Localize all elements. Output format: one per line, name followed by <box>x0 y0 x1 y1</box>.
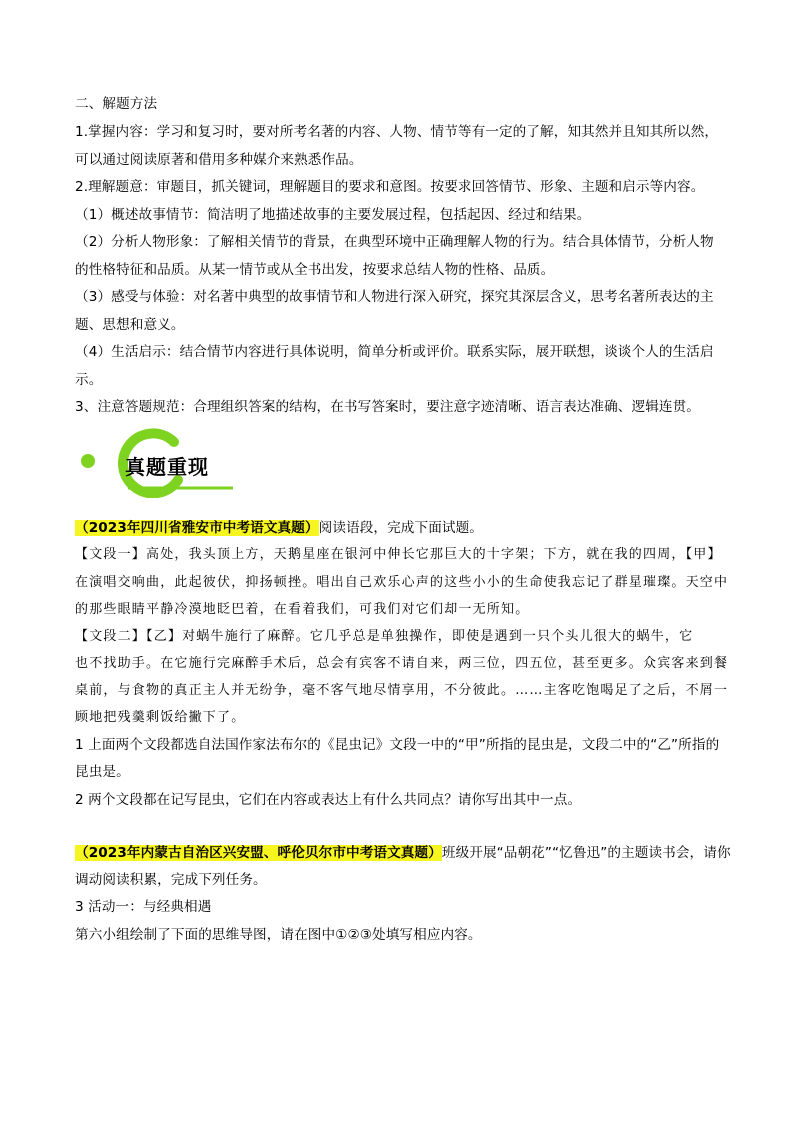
method-point-3: 3、注意答题规范：合理组织答案的结构，在书写答案时，要注意字迹清晰、语言表达准确、逻辑连贯。 <box>75 399 700 415</box>
method-sub-3-line-2: 题、思想和意义。 <box>75 317 185 333</box>
method-sub-1: （1）概述故事情节：简洁明了地描述故事的主要发展过程，包括起因、经过和结果。 <box>75 207 591 223</box>
question-2: 2 两个文段都在记写昆虫，它们在内容或表达上有什么共同点？请你写出其中一点。 <box>75 792 582 808</box>
passage-2-line-4: 顾地把残羹剩饭给撇下了。 <box>75 710 246 725</box>
method-point-1-line-2: 可以通过阅读原著和借用多种媒介来熟悉作品。 <box>75 152 363 168</box>
question-3-task: 第六小组绘制了下面的思维导图，请在图中①②③处填写相应内容。 <box>75 927 482 943</box>
question-3-header <box>75 843 735 863</box>
banner-dot <box>81 454 95 468</box>
passage-1-line-2: 在演唱交响曲，此起彼伏，抑扬顿挫。唱出自己欢乐心声的这些小小的生命使我忘记了群星璀璨。天空中 <box>75 575 729 590</box>
section-banner-title: 真题重现 <box>125 455 209 479</box>
question-1-line-1: 1 上面两个文段都选自法国作家法布尔的《昆虫记》文段一中的“甲”所指的昆虫是，文段二中的“乙”所指的 <box>75 737 720 753</box>
question-3-intro: 班级开展“品朝花”“忆鲁迅”的主题读书会，请你 <box>441 845 731 861</box>
method-point-2: 2.理解题意：审题目，抓关键词，理解题目的要求和意图。按要求回答情节、形象、主题和启示等内容。 <box>75 179 705 195</box>
method-sub-3-line-1: （3）感受与体验：对名著中典型的故事情节和人物进行深入研究，探究其深层含义，思考名著所表达的主 <box>75 289 714 305</box>
passage-2-line-2: 也不找助手。在它施行完麻醉手术后，总会有宾客不请自来，两三位，四五位，甚至更多。众宾客来到餐 <box>75 656 729 671</box>
question-3-activity: 3 活动一：与经典相遇 <box>75 899 212 915</box>
method-sub-4-line-1: （4）生活启示：结合情节内容进行具体说明，简单分析或评价。联系实际，展开联想，谈谈个人的生活启 <box>75 344 714 360</box>
method-sub-2-line-2: 的性格特征和品质。从某一情节或从全书出发，按要求总结人物的性格、品质。 <box>75 262 555 278</box>
passage-1-line-1: 【文段一】高处，我头顶上方，天鹅星座在银河中伸长它那巨大的十字架；下方，就在我的四周，【甲】 <box>75 547 722 562</box>
passage-2-line-1: 【文段二】【乙】对蜗牛施行了麻醉。它几乎总是单独操作，即使是遇到一只个头儿很大的蜗牛，它 <box>75 629 694 644</box>
passage-2-line-3: 桌前，与食物的真正主人并无纷争，毫不客气地尽情享用，不分彼此。……主客吃饱喝足了之后，不屑一 <box>75 683 729 698</box>
method-heading: 二、解题方法 <box>75 96 158 112</box>
question-1-line-2: 昆虫是。 <box>75 764 130 780</box>
method-sub-2-line-1: （2）分析人物形象：了解相关情节的背景，在典型环境中正确理解人物的行为。结合具体情节，分析人物 <box>75 234 714 250</box>
question-1-header <box>75 518 735 538</box>
passage-1-line-3: 的那些眼睛平静冷漠地眨巴着，在看着我们，可我们对它们却一无所知。 <box>75 602 530 617</box>
question-3-source: （2023年内蒙古自治区兴安盟、呼伦贝尔市中考语文真题） <box>75 845 442 861</box>
question-3-intro-line-2: 调动阅读积累，完成下列任务。 <box>75 872 267 888</box>
method-point-1-line-1: 1.掌握内容：学习和复习时，要对所考名著的内容、人物、情节等有一定的了解，知其然并且知其所以然， <box>75 124 719 140</box>
method-sub-4-line-2: 示。 <box>75 372 103 388</box>
question-1-source: （2023年四川省雅安市中考语文真题） <box>75 520 319 536</box>
question-1-intro: 阅读语段，完成下面试题。 <box>318 520 483 536</box>
